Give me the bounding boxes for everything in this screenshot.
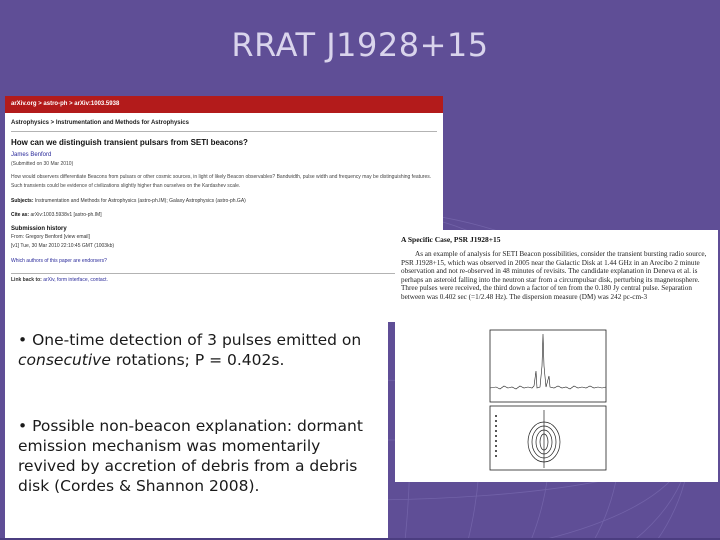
- endorsers-link[interactable]: Which authors of this paper are endorsers?: [11, 258, 107, 264]
- arxiv-author: James Benford: [11, 152, 52, 158]
- arxiv-back-links: [11, 277, 443, 283]
- arxiv-cite: [11, 212, 443, 219]
- bullet-1: [18, 330, 378, 370]
- arxiv-paper-title: How can we distinguish transient pulsars from SETI beacons?: [11, 138, 248, 147]
- arxiv-subject-header: Astrophysics > Instrumentation and Methods for Astrophysics: [11, 120, 189, 126]
- cite-label: Cite as:: [11, 212, 30, 218]
- arxiv-breadcrumb: arXiv.org > astro-ph > arXiv:1003.5938: [5, 96, 443, 113]
- bullet-1-before: • One-time detection of 3 pulses emitted on: [18, 331, 362, 349]
- divider: [11, 131, 437, 132]
- arxiv-screenshot: [5, 96, 443, 322]
- cite-value: arXiv:1003.5938v1 [astro-ph.IM]: [30, 212, 102, 218]
- slide-title: RRAT J1928+15: [231, 26, 489, 64]
- subjects-label: Subjects:: [11, 198, 34, 204]
- bullet-1-after: rotations; P = 0.402s.: [110, 351, 285, 369]
- arxiv-submitted-date: (Submitted on 30 Mar 2010): [11, 161, 74, 167]
- back-label: Link back to:: [11, 277, 42, 283]
- subjects-value: Instrumentation and Methods for Astrophysics (astro-ph.IM); Galaxy Astrophysics (astro-ph.GA): [34, 198, 246, 204]
- divider: [11, 273, 437, 274]
- history-v1: [v1] Tue, 30 Mar 2010 22:10:45 GMT (1003kb): [11, 243, 115, 249]
- pulse-plot-image: [476, 326, 610, 474]
- bullet-2: • Possible non-beacon explanation: dormant emission mechanism was momentarily revived by accretion of debris from a debris disk (Cordes & Shannon 2008).: [18, 417, 363, 495]
- arxiv-abstract: How would observers differentiate Beacons from pulsars or other cosmic sources, in light of likely Beacon observables? Bandwidth, pulse width and frequency may be distinguishing features. Such transients could be evidence of civilizations slightly higher than ourselves on the Kardashev scale.: [11, 174, 432, 189]
- history-from: From: Gregory Benford [view email]: [11, 234, 90, 240]
- excerpt-heading: A Specific Case, PSR J1928+15: [401, 235, 501, 244]
- bullet-panel: [5, 322, 388, 540]
- excerpt-body: As an example of analysis for SETI Beacon possibilities, consider the transient bursting radio source, PSR J1928+15, which was observed in 2005 near the Galactic Disk at 1.44 GHz in an Arecibo 2 minute observation and not re-observed in 48 minutes of revisits. The candidate explanation in Deneva et al. is perhaps an asteroid falling into the neutron star from a circumpulsar disk, perturbing its magnetosphere. Three pulses were received, the third down a factor of ten from the 0.180 Jy central pulse. Separation between was 0.402 sec (=1/2.48 Hz). The dispersion measure (DM) was 242 pc-cm-3: [401, 250, 707, 301]
- arxiv-subjects: [11, 198, 443, 205]
- back-links[interactable]: arXiv, form interface, contact.: [43, 277, 108, 283]
- submission-history-heading: Submission history: [11, 226, 67, 232]
- bullet-1-emphasis: consecutive: [18, 351, 111, 369]
